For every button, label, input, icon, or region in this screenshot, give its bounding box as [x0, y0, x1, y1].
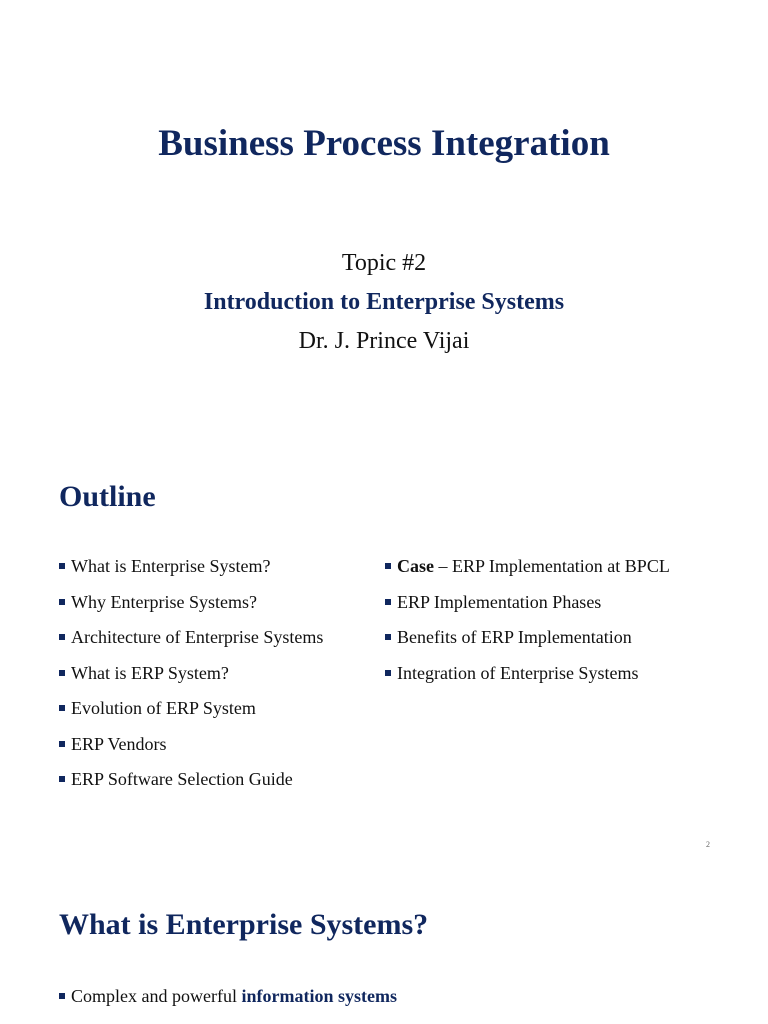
list-item — [59, 591, 323, 627]
list-item — [59, 662, 323, 698]
list-item-text: What is ERP System? — [71, 662, 229, 683]
list-item — [59, 768, 323, 804]
slide-heading: What is Enterprise Systems? — [59, 908, 429, 941]
author-name: Dr. J. Prince Vijai — [298, 328, 470, 354]
list-item-text: Complex and powerful — [71, 986, 242, 1006]
list-item — [59, 697, 323, 733]
list-item — [59, 733, 323, 769]
presentation-title: Business Process Integration — [158, 123, 610, 164]
list-item — [59, 555, 323, 591]
square-bullet-icon — [385, 563, 391, 569]
square-bullet-icon — [385, 670, 391, 676]
list-item — [385, 591, 670, 627]
page-number: 2 — [706, 840, 710, 849]
outline-slide — [0, 430, 768, 860]
list-item — [385, 555, 670, 591]
list-item-text: Benefits of ERP Implementation — [397, 627, 632, 647]
square-bullet-icon — [59, 776, 65, 782]
square-bullet-icon — [59, 993, 65, 999]
list-item-text: Evolution of ERP System — [71, 698, 256, 718]
square-bullet-icon — [59, 599, 65, 605]
bullet-list — [59, 985, 397, 1007]
case-label: Case — [397, 556, 434, 576]
list-item — [385, 626, 670, 662]
square-bullet-icon — [59, 634, 65, 640]
content-slide — [0, 860, 768, 1024]
title-slide — [0, 0, 768, 430]
square-bullet-icon — [59, 670, 65, 676]
list-item-text: ERP Implementation Phases — [397, 591, 602, 612]
square-bullet-icon — [385, 599, 391, 605]
list-item — [385, 662, 670, 698]
list-item-text: – ERP Implementation at BPCL — [434, 556, 670, 576]
list-item — [59, 626, 323, 662]
square-bullet-icon — [59, 563, 65, 569]
square-bullet-icon — [385, 634, 391, 640]
list-item-text: Why Enterprise Systems? — [71, 591, 257, 612]
list-item-text: Architecture of Enterprise Systems — [71, 627, 324, 647]
square-bullet-icon — [59, 741, 65, 747]
list-item-text: Integration of Enterprise Systems — [397, 662, 639, 683]
list-item-text: ERP Software Selection Guide — [71, 769, 293, 789]
topic-subtitle: Introduction to Enterprise Systems — [203, 289, 565, 315]
outline-right-column — [385, 555, 670, 697]
list-item-text: What is Enterprise System? — [71, 556, 271, 576]
outline-heading: Outline — [59, 480, 156, 513]
square-bullet-icon — [59, 705, 65, 711]
list-item-text: ERP Vendors — [71, 733, 167, 754]
topic-label: Topic #2 — [341, 250, 427, 276]
highlight-text: information systems — [241, 986, 397, 1006]
list-item — [59, 985, 397, 1007]
outline-left-column — [59, 555, 323, 804]
